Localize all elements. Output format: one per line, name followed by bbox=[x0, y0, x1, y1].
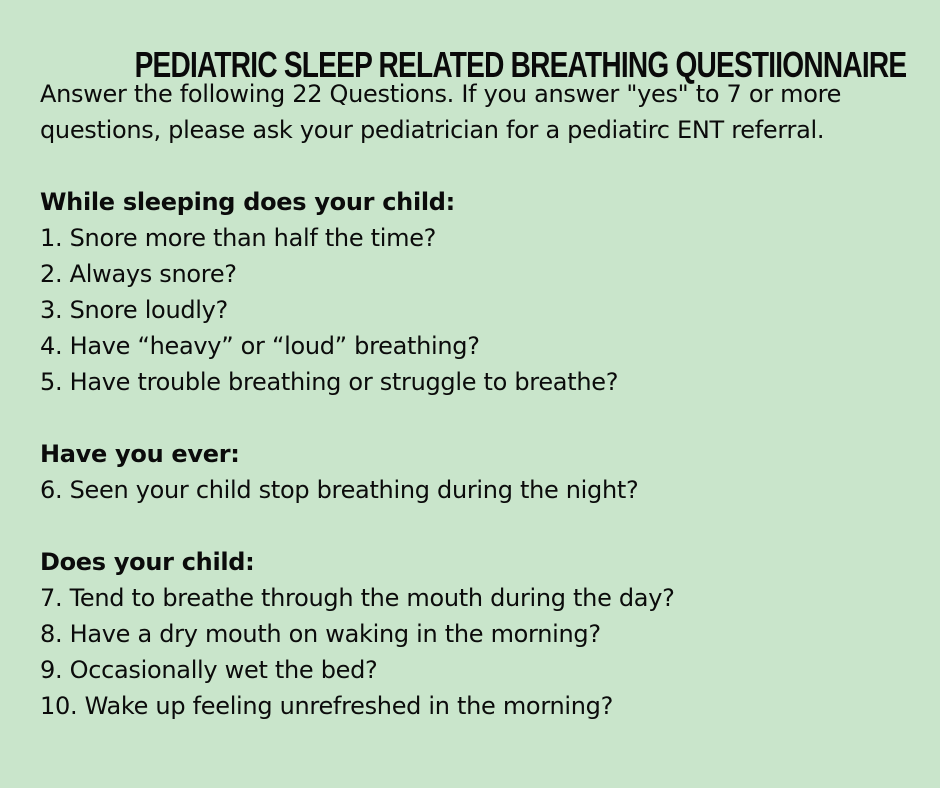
section-heading: While sleeping does your child: bbox=[40, 188, 455, 216]
question-item: 1. Snore more than half the time? bbox=[40, 224, 437, 252]
question-item: 4. Have “heavy” or “loud” breathing? bbox=[40, 332, 480, 360]
question-item: 3. Snore loudly? bbox=[40, 296, 228, 324]
intro-line: questions, please ask your pediatrician for a pediatirc ENT referral. bbox=[40, 116, 825, 144]
section-while-sleeping bbox=[40, 184, 920, 400]
section-have-you-ever bbox=[40, 436, 920, 508]
intro-line: Answer the following 22 Questions. If you answer "yes" to 7 or more bbox=[40, 80, 842, 108]
question-item: 6. Seen your child stop breathing during the night? bbox=[40, 476, 639, 504]
question-list bbox=[40, 580, 920, 724]
section-does-your-child bbox=[40, 544, 920, 724]
page-title: PEDIATRIC SLEEP RELATED BREATHING QUESTIIONNAIRE bbox=[134, 44, 907, 86]
question-item: 2. Always snore? bbox=[40, 260, 237, 288]
question-item: 10. Wake up feeling unrefreshed in the morning? bbox=[40, 692, 614, 720]
question-item: 8. Have a dry mouth on waking in the morning? bbox=[40, 620, 601, 648]
section-heading: Have you ever: bbox=[40, 440, 240, 468]
question-list bbox=[40, 220, 920, 400]
question-item: 5. Have trouble breathing or struggle to breathe? bbox=[40, 368, 619, 396]
question-item: 7. Tend to breathe through the mouth during the day? bbox=[40, 584, 675, 612]
intro-paragraph bbox=[40, 76, 920, 148]
question-list bbox=[40, 472, 920, 508]
question-item: 9. Occasionally wet the bed? bbox=[40, 656, 378, 684]
section-heading: Does your child: bbox=[40, 548, 255, 576]
questionnaire-body bbox=[40, 76, 920, 724]
